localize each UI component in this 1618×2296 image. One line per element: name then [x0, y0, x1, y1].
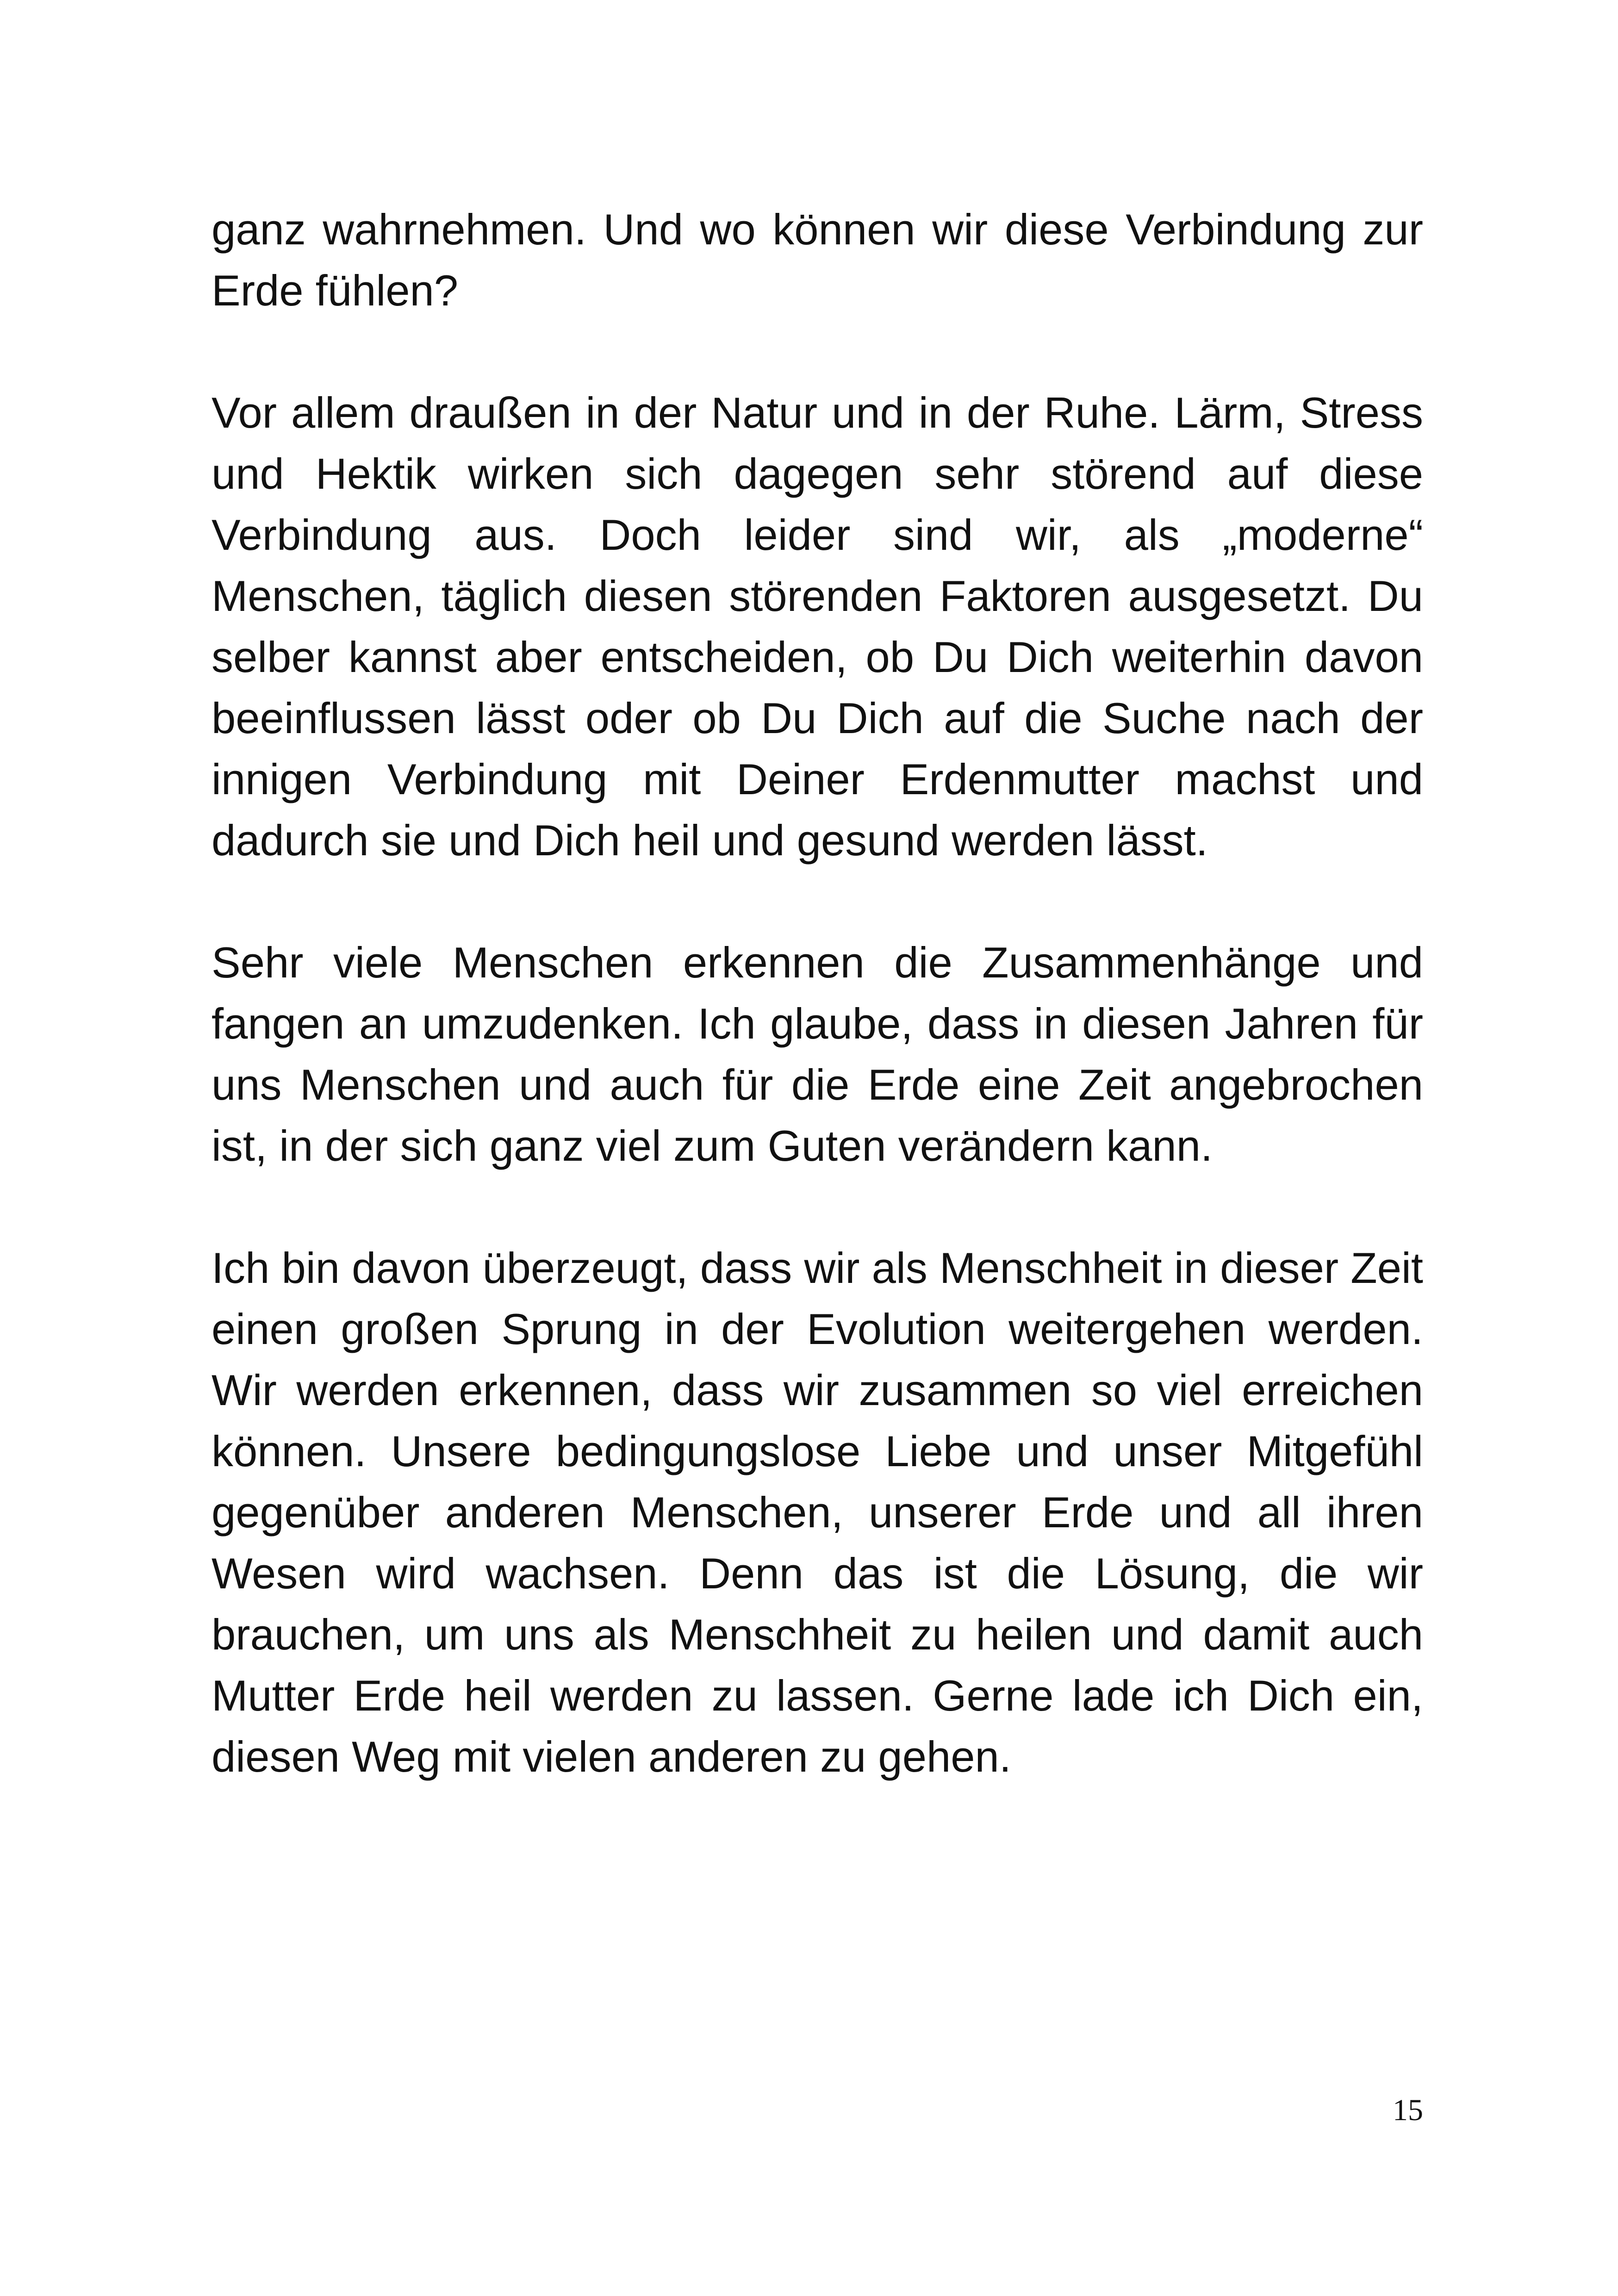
- paragraph: ganz wahrnehmen. Und wo können wir diese Verbindung zur Erde fühlen?: [212, 205, 1423, 315]
- paragraph: Sehr viele Menschen erkennen die Zusammenhänge und fangen an umzudenken. Ich glaube, dass in diesen Jahren für uns Menschen und auch für die Erde eine Zeit angebrochen ist, in der sich ganz viel zum Guten verändern kann.: [212, 938, 1423, 1170]
- page-number: 15: [1393, 2093, 1423, 2127]
- paragraph: Vor allem draußen in der Natur und in der Ruhe. Lärm, Stress und Hektik wirken sich dagegen sehr störend auf diese Verbindung aus. Doch leider sind wir, als „moderne“ Menschen, täglich diesen störenden Faktoren ausgesetzt. Du selber kannst aber entscheiden, ob Du Dich weiterhin davon beeinflussen lässt oder ob Du Dich auf die Suche nach der innigen Verbindung mit Deiner Erdenmutter machst und dadurch sie und Dich heil und gesund werden lässt.: [212, 388, 1423, 865]
- paragraph: Ich bin davon überzeugt, dass wir als Menschheit in dieser Zeit einen großen Sprung in der Evolution weitergehen werden. Wir werden erkennen, dass wir zusammen so viel erreichen können. Unsere bedingungslose Liebe und unser Mitgefühl gegenüber anderen Menschen, unserer Erde und all ihren Wesen wird wachsen. Denn das ist die Lösung, die wir brauchen, um uns als Menschheit zu heilen und damit auch Mutter Erde heil werden zu lassen. Gerne lade ich Dich ein, diesen Weg mit vielen anderen zu gehen.: [212, 1244, 1423, 1781]
- body-text: [212, 199, 1423, 1848]
